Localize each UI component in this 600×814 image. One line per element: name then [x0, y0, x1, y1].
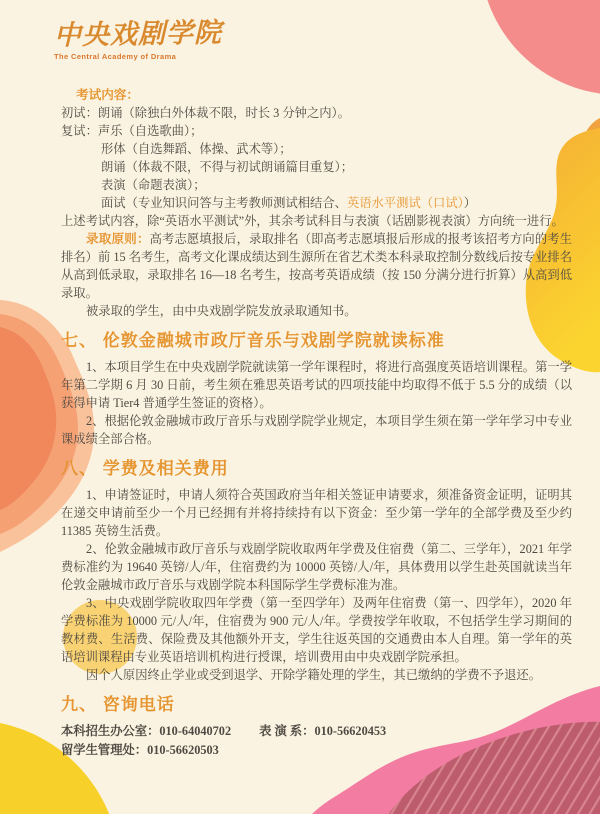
contact-admissions-office: 本科招生办公室：010-64040702: [61, 724, 232, 738]
admission-principle-text: 高考志愿填报后，录取排名（即高考志愿填报后形成的报考该招考方向的考生排名）前 15 名考生，高考文化课成绩达到生源所在省艺术类本科录取控制分数线后按专业排名从高到低录取，录取排名 16—18 名考生，按高考英语成绩（按 150 分满分进行折算）从高到低录取。: [61, 232, 572, 300]
contact-performance-department: 表 演 系：010-56620453: [259, 724, 387, 738]
contact-list: [61, 722, 572, 760]
admission-notice-line: 被录取的学生，由中央戏剧学院发放录取通知书。: [86, 304, 357, 318]
section-seven-title: 七、 伦敦金融城市政厅音乐与戏剧学院就读标准: [61, 331, 445, 350]
english-test-highlight: 英语水平测试（口试）: [346, 196, 464, 210]
section-eight-paragraph-3: 3、中央戏剧学院收取四年学费（第一至四学年）及两年住宿费（第一、四学年），2020 年学费标准为 10000 元/人/年，住宿费为 900 元/人/年。学费按学年收取，不包括学生学习期间的教材费、生活费、保险费及其他额外开支，学生往返英国的交通费由本人自理。第一学年的英语培训课程由专业英语培训机构进行授课，培训费用由中央戏剧学院承担。: [61, 596, 572, 664]
exam-note-line: 上述考试内容，除“英语水平测试”外，其余考试科目与表演（话剧影视表演）方向统一进行。: [61, 214, 564, 228]
exam-item-performance: 表演（命题表演）；: [101, 178, 206, 192]
section-eight-paragraph-1: 1、申请签证时，申请人须符合英国政府当年相关签证申请要求，须准备资金证明，证明其在递交申请前至少一个月已经拥有并将持续持有以下资金：至少第一学年的全部学费及至少约 11385 英镑生活费。: [61, 488, 572, 538]
section-nine-title: 九、 咨询电话: [61, 695, 175, 714]
interview-text: 面试（专业知识问答与主考教师测试相结合、: [101, 196, 347, 210]
exam-item-recitation: 朗诵（体裁不限，不得与初试朗诵篇目重复）；: [101, 160, 354, 174]
contact-line-2: [61, 741, 572, 760]
academy-logo-calligraphy: 中央戏剧学院: [53, 17, 223, 52]
exam-first-trial-line: 初试：朗诵（除独白外体裁不限，时长 3 分钟之内）。: [61, 106, 350, 120]
section-seven-paragraph-2: 2、根据伦敦金融城市政厅音乐与戏剧学院学业规定，本项目学生须在第一学年学习中专业课成绩全部合格。: [61, 414, 572, 446]
exam-content-label: 考试内容：: [76, 88, 139, 102]
exam-item-interview: [61, 194, 572, 212]
exam-second-trial-line: 复试：声乐（自选歌曲）；: [61, 124, 203, 138]
section-eight-title: 八、 学费及相关费用: [61, 459, 229, 478]
contact-line-1: [61, 722, 572, 741]
section-seven-paragraph-1: 1、本项目学生在中央戏剧学院就读第一学年课程时，将进行高强度英语培训课程。第一学年第二学期 6 月 30 日前，考生须在雅思英语考试的四项技能中均取得不低于 5.5 分的成绩（以获得申请 Tier4 普通学生签证的资格）。: [61, 360, 572, 410]
pink-circle-decoration: [480, 0, 600, 95]
section-eight-paragraph-4: 因个人原因终止学业或受到退学、开除学籍处理的学生，其已缴纳的学费不予退还。: [86, 668, 541, 682]
document-body: [61, 86, 572, 760]
interview-text-close: ）: [463, 196, 477, 210]
academy-logo: [53, 17, 223, 61]
exam-item-body: 形体（自选舞蹈、体操、武术等）；: [101, 142, 292, 156]
admission-principle-label: 录取原则：: [86, 232, 150, 246]
admission-principle-paragraph: [61, 230, 572, 302]
academy-logo-subtitle: The Central Academy of Drama: [54, 52, 177, 61]
section-eight-paragraph-2: 2、伦敦金融城市政厅音乐与戏剧学院收取两年学费及住宿费（第二、三学年），2021 年学费标准约为 19640 英镑/人/年，住宿费约为 10000 英镑/人/年，具体费用以学生赴英国就读当年伦敦金融城市政厅音乐与戏剧学院本科国际学生学费标准为准。: [61, 542, 572, 592]
contact-international-students-office: 留学生管理处：010-56620503: [61, 743, 219, 757]
